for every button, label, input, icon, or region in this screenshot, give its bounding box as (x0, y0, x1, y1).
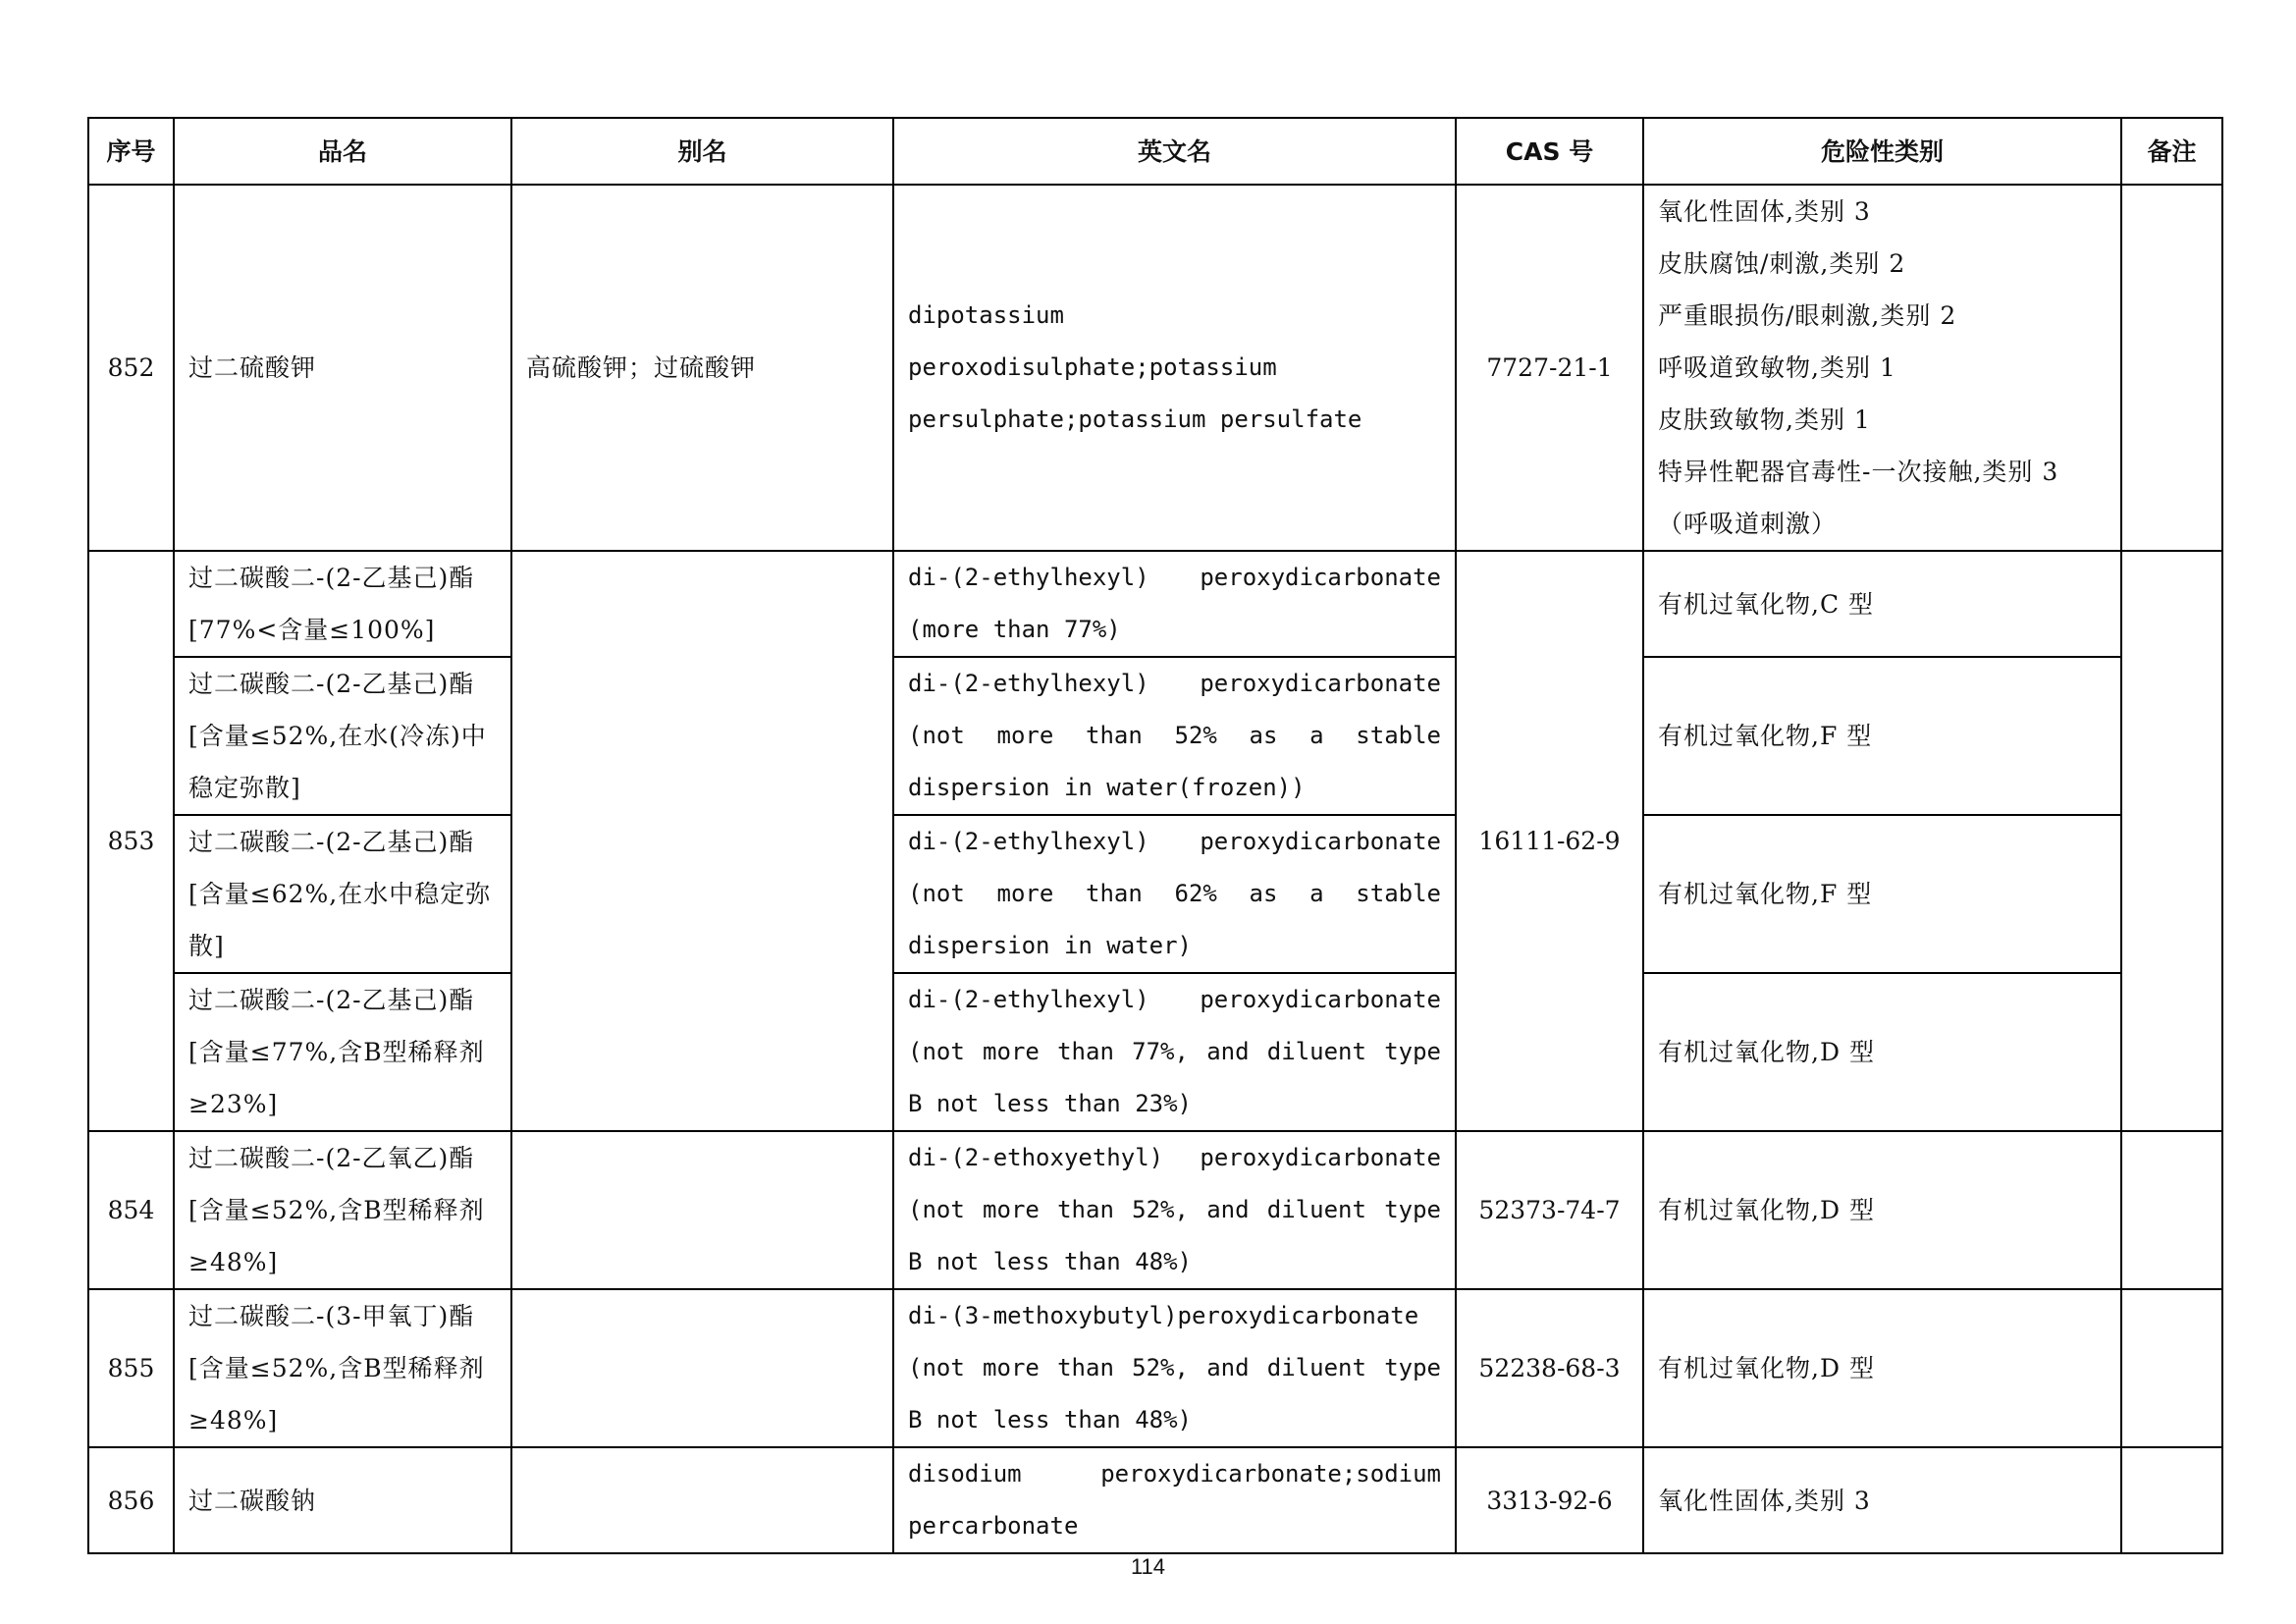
header-remark: 备注 (2121, 118, 2222, 185)
serial-no: 853 (88, 551, 174, 1131)
product-name: 过二碳酸钠 (174, 1447, 511, 1553)
cas-number: 52373-74-7 (1456, 1131, 1643, 1289)
table-row (88, 657, 2222, 815)
serial-no: 855 (88, 1289, 174, 1447)
english-name: disodium peroxydicarbonate;sodium percarbonate (893, 1447, 1456, 1553)
hazard-line: （呼吸道刺激） (1658, 510, 1838, 538)
remark (2121, 1131, 2222, 1289)
english-name: di-(2-ethylhexyl) peroxydicarbonate (not more than 77%, and diluent type B not less than 23%) (893, 973, 1456, 1131)
remark (2121, 551, 2222, 1131)
hazard-line: 严重眼损伤/眼刺激,类别 2 (1658, 301, 1957, 330)
hazard-class: 有机过氧化物,D 型 (1643, 1131, 2121, 1289)
header-product-name: 品名 (174, 118, 511, 185)
english-name: di-(2-ethylhexyl) peroxydicarbonate (not more than 52% as a stable dispersion in water(frozen)) (893, 657, 1456, 815)
cas-number: 52238-68-3 (1456, 1289, 1643, 1447)
english-name: di-(3-methoxybutyl)peroxydicarbonate (not more than 52%, and diluent type B not less than 48%) (893, 1289, 1456, 1447)
product-name: 过二碳酸二-(2-乙基己)酯[含量≤62%,在水中稳定弥散] (174, 815, 511, 973)
alias: 高硫酸钾；过硫酸钾 (511, 185, 893, 551)
table-row (88, 185, 2222, 551)
hazard-class (1643, 185, 2121, 551)
hazard-class: 有机过氧化物,C 型 (1643, 551, 2121, 657)
hazard-line: 呼吸道致敏物,类别 1 (1658, 353, 1896, 382)
product-name: 过二碳酸二-(3-甲氧丁)酯[含量≤52%,含B型稀释剂≥48%] (174, 1289, 511, 1447)
hazard-class: 有机过氧化物,F 型 (1643, 815, 2121, 973)
product-name: 过二碳酸二-(2-乙基己)酯[含量≤77%,含B型稀释剂≥23%] (174, 973, 511, 1131)
header-row (88, 118, 2222, 185)
hazard-line: 氧化性固体,类别 3 (1658, 197, 1871, 226)
table-row (88, 1447, 2222, 1553)
alias (511, 1131, 893, 1289)
page-number: 114 (1130, 1554, 1166, 1579)
header-hazard-class: 危险性类别 (1643, 118, 2121, 185)
table-row (88, 1289, 2222, 1447)
remark (2121, 185, 2222, 551)
serial-no: 854 (88, 1131, 174, 1289)
product-name: 过二碳酸二-(2-乙基己)酯[含量≤52%,在水(冷冻)中稳定弥散] (174, 657, 511, 815)
hazard-class: 氧化性固体,类别 3 (1643, 1447, 2121, 1553)
table-row (88, 551, 2222, 657)
alias (511, 551, 893, 1131)
cas-number: 3313-92-6 (1456, 1447, 1643, 1553)
product-name: 过二硫酸钾 (174, 185, 511, 551)
table-row (88, 973, 2222, 1131)
hazard-class: 有机过氧化物,D 型 (1643, 973, 2121, 1131)
table-row (88, 815, 2222, 973)
hazard-class: 有机过氧化物,F 型 (1643, 657, 2121, 815)
hazard-line: 皮肤致敏物,类别 1 (1658, 406, 1871, 434)
product-name: 过二碳酸二-(2-乙基己)酯[77%<含量≤100%] (174, 551, 511, 657)
header-cas-no: CAS 号 (1456, 118, 1643, 185)
hazard-class: 有机过氧化物,D 型 (1643, 1289, 2121, 1447)
product-name: 过二碳酸二-(2-乙氧乙)酯[含量≤52%,含B型稀释剂≥48%] (174, 1131, 511, 1289)
header-alias: 别名 (511, 118, 893, 185)
alias (511, 1447, 893, 1553)
header-english-name: 英文名 (893, 118, 1456, 185)
header-serial-no: 序号 (88, 118, 174, 185)
remark (2121, 1289, 2222, 1447)
hazard-line: 特异性靶器官毒性-一次接触,类别 3 (1658, 458, 2059, 486)
cas-number: 16111-62-9 (1456, 551, 1643, 1131)
serial-no: 856 (88, 1447, 174, 1553)
hazard-line: 皮肤腐蚀/刺激,类别 2 (1658, 249, 1906, 278)
remark (2121, 1447, 2222, 1553)
serial-no: 852 (88, 185, 174, 551)
table-row (88, 1131, 2222, 1289)
english-name: di-(2-ethoxyethyl) peroxydicarbonate (not more than 52%, and diluent type B not less than 48%) (893, 1131, 1456, 1289)
english-name: di-(2-ethylhexyl) peroxydicarbonate (not more than 62% as a stable dispersion in water) (893, 815, 1456, 973)
alias (511, 1289, 893, 1447)
english-name: di-(2-ethylhexyl) peroxydicarbonate (more than 77%) (893, 551, 1456, 657)
chemical-catalog-table (87, 117, 2223, 1554)
english-name: dipotassium peroxodisulphate;potassium persulphate;potassium persulfate (893, 185, 1456, 551)
cas-number: 7727-21-1 (1456, 185, 1643, 551)
